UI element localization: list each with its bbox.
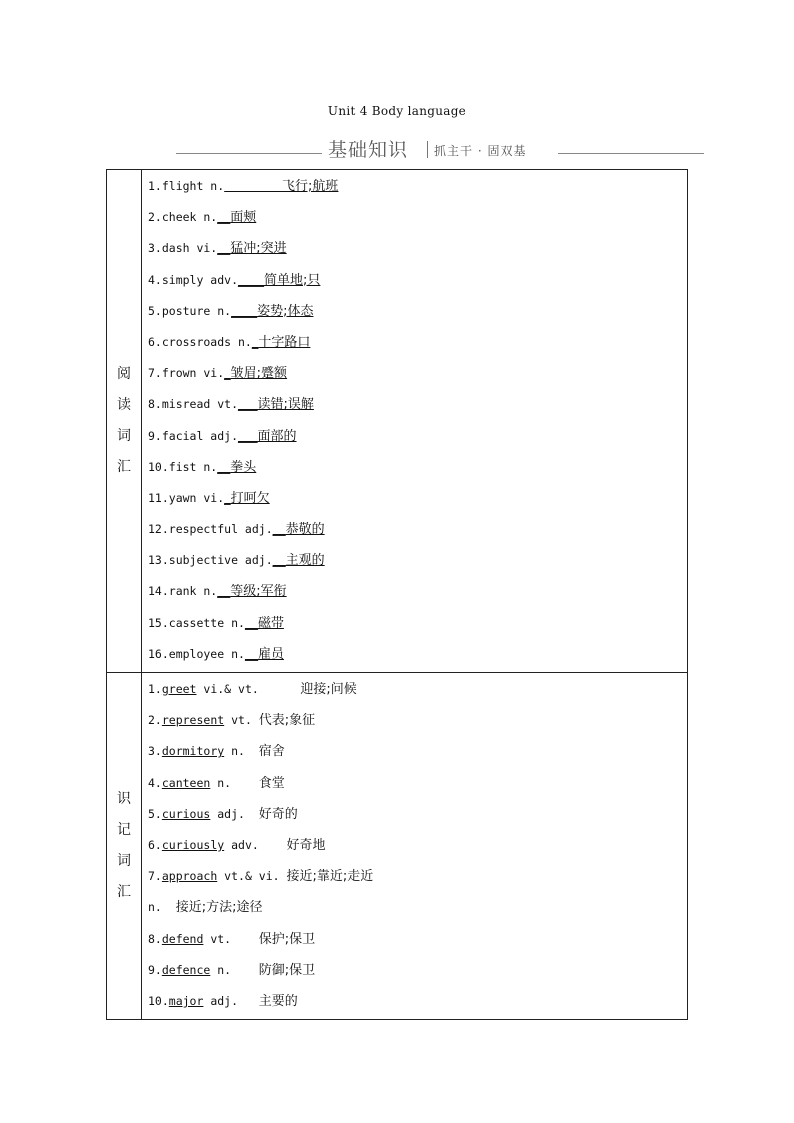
vocab-answer (245, 647, 284, 662)
item-number: 2. (148, 713, 162, 728)
memory-vocabulary-section (107, 673, 688, 1020)
vocab-term: 4.simply adv. (148, 272, 239, 287)
vocab-term: 10.fist n. (148, 459, 218, 474)
vocab-answer (217, 241, 286, 256)
reading-vocab-item (148, 514, 687, 545)
vocab-term: 11.yawn vi. (148, 490, 225, 505)
reading-vocab-item (148, 639, 687, 670)
answer-text: 飞行;航班 (282, 179, 339, 194)
part-of-speech: vt.& vi. (217, 869, 287, 884)
reading-vocabulary-section (107, 170, 688, 673)
answer-text: 面颊 (230, 210, 257, 226)
vocab-meaning: 迎接;问候 (300, 682, 357, 697)
banner-heading: 基础知识 (328, 139, 409, 161)
answer-text: 等级;军衔 (230, 584, 287, 600)
vocab-term: 15.cassette n. (148, 615, 245, 630)
reading-vocabulary-label: 阅 读 词 汇 (107, 170, 142, 673)
answer-blank: ____ (238, 272, 265, 288)
vocab-meaning: 食堂 (258, 775, 285, 791)
vocab-word: curiously (161, 837, 225, 852)
reading-vocab-item (148, 608, 687, 639)
answer-text: 磁带 (257, 615, 284, 631)
vocab-term: 6.crossroads n. (148, 334, 252, 349)
answer-text: 拳头 (230, 459, 257, 475)
vocab-word: canteen (161, 775, 211, 790)
vocab-answer (273, 522, 325, 537)
item-number: 3. (148, 744, 162, 759)
banner-subheading: 抓主干 · 固双基 (434, 144, 527, 158)
vocab-meaning: 接近;靠近;走近 (286, 869, 374, 885)
vocab-term: 14.rank n. (148, 584, 218, 599)
vocab-term: 12.respectful adj. (148, 522, 273, 537)
item-number: 5. (148, 806, 162, 821)
vocabulary-table (106, 169, 688, 1020)
part-of-speech: n. (210, 962, 259, 977)
answer-text: 恭敬的 (285, 522, 325, 538)
item-number: 7. (148, 869, 162, 884)
vocab-word: approach (161, 869, 218, 884)
vocab-term: 9.facial adj. (148, 428, 239, 443)
answer-blank: _ (224, 366, 231, 382)
answer-blank: __ (244, 646, 258, 662)
part-of-speech: adj. (210, 806, 259, 821)
vocab-answer (273, 553, 325, 568)
vocab-meaning: 好奇地 (286, 837, 326, 853)
vocab-term: 1.flight n. (148, 179, 225, 193)
memory-vocabulary-label: 识 记 词 汇 (107, 673, 142, 1020)
vocab-meaning: 防御;保卫 (258, 962, 316, 978)
vocab-answer (217, 210, 256, 225)
part-of-speech: vi.& vt. (196, 682, 301, 696)
reading-vocabulary-list (142, 170, 688, 673)
answer-text: 姿势;体态 (257, 303, 314, 319)
answer-blank: __ (217, 210, 231, 226)
vocab-word: major (168, 993, 204, 1008)
vocab-meaning: 接近;方法;途径 (175, 900, 263, 916)
vocab-answer (224, 179, 338, 194)
reading-vocab-item (148, 576, 687, 607)
item-number: 4. (148, 775, 162, 790)
vocab-answer (238, 397, 314, 412)
memory-vocab-item (148, 955, 687, 986)
vocab-answer (217, 460, 256, 475)
reading-vocab-item (148, 233, 687, 264)
vocab-term: 7.frown vi. (148, 366, 225, 381)
answer-text: 皱眉;蹙额 (230, 366, 288, 382)
memory-vocab-item (148, 830, 687, 861)
item-number: 9. (148, 962, 162, 977)
vocab-answer (238, 273, 320, 288)
answer-text: 打呵欠 (230, 490, 270, 506)
part-of-speech: adj. (203, 993, 259, 1008)
part-of-speech: vt. (224, 713, 259, 728)
vocab-word: dormitory (161, 744, 225, 759)
reading-vocab-item (148, 296, 687, 327)
vocab-word: defend (161, 931, 204, 946)
memory-vocab-item (148, 799, 687, 830)
vocab-term: 2.cheek n. (148, 210, 218, 225)
part-of-speech: n. (210, 775, 259, 790)
memory-vocab-item (148, 736, 687, 767)
answer-text: 十字路口 (258, 334, 311, 350)
vocab-meaning: 主要的 (258, 993, 298, 1009)
banner-divider (427, 141, 428, 158)
answer-text: 猛冲;突进 (230, 241, 287, 257)
memory-vocabulary-list (142, 673, 688, 1020)
vocab-answer (231, 304, 313, 319)
vocab-term: 8.misread vt. (148, 397, 239, 412)
reading-vocab-item (148, 389, 687, 420)
page-title: Unit 4 Body language (327, 104, 467, 118)
answer-blank (224, 179, 282, 194)
vocab-word: defence (161, 962, 211, 977)
answer-blank: __ (272, 553, 286, 569)
answer-blank: ___ (238, 397, 258, 413)
vocab-meaning: 保护;保卫 (258, 931, 316, 947)
answer-text: 雇员 (257, 646, 284, 662)
vocab-answer (245, 616, 284, 631)
reading-vocab-item (148, 452, 687, 483)
vocab-term: 3.dash vi. (148, 241, 218, 256)
item-number: 10. (148, 993, 169, 1008)
item-number: 8. (148, 931, 162, 946)
answer-text: 主观的 (285, 553, 325, 569)
answer-blank: __ (217, 241, 231, 257)
part-of-speech: n. (148, 900, 176, 915)
vocab-term: 5.posture n. (148, 303, 232, 318)
answer-text: 简单地;只 (264, 272, 321, 288)
answer-text: 读错;误解 (257, 397, 314, 413)
vocab-word: curious (161, 806, 211, 821)
answer-blank: __ (272, 522, 286, 538)
banner-left-rule (176, 153, 322, 154)
item-number: 6. (148, 837, 162, 852)
part-of-speech: vt. (203, 931, 259, 946)
banner-right-rule (558, 153, 704, 154)
reading-vocab-item (148, 327, 687, 358)
answer-blank: __ (244, 615, 258, 631)
section-banner (176, 135, 704, 165)
answer-blank: ____ (231, 303, 258, 319)
reading-vocab-item (148, 483, 687, 514)
memory-vocab-item (148, 924, 687, 955)
vocab-term: 16.employee n. (148, 646, 245, 661)
reading-vocab-item (148, 358, 687, 389)
reading-vocab-item (148, 421, 687, 452)
vocab-answer (224, 366, 287, 381)
answer-blank: __ (217, 459, 231, 475)
memory-vocab-item (148, 674, 687, 705)
vocab-answer (238, 429, 297, 444)
vocab-word: greet (161, 682, 197, 696)
reading-vocab-item (148, 171, 687, 202)
vocab-answer (252, 335, 311, 350)
part-of-speech: adv. (224, 837, 287, 852)
vocab-meaning: 宿舍 (258, 744, 285, 760)
memory-vocab-item (148, 768, 687, 799)
vocab-answer (217, 584, 286, 599)
vocab-word: represent (161, 713, 225, 728)
memory-vocab-item (148, 861, 687, 892)
answer-blank: _ (224, 490, 231, 506)
reading-vocab-item (148, 545, 687, 576)
vocab-term: 13.subjective adj. (148, 553, 273, 568)
memory-vocab-item (148, 986, 687, 1017)
answer-blank: ___ (238, 428, 258, 444)
memory-vocab-item (148, 892, 687, 923)
part-of-speech: n. (224, 744, 259, 759)
vocab-meaning: 代表;象征 (258, 713, 316, 729)
reading-vocab-item (148, 265, 687, 296)
vocab-meaning: 好奇的 (258, 806, 298, 822)
memory-vocab-item (148, 705, 687, 736)
vocab-answer (224, 491, 270, 506)
reading-vocab-item (148, 202, 687, 233)
answer-blank: __ (217, 584, 231, 600)
item-number: 1. (148, 682, 162, 696)
answer-text: 面部的 (257, 428, 297, 444)
answer-blank: _ (251, 334, 259, 350)
